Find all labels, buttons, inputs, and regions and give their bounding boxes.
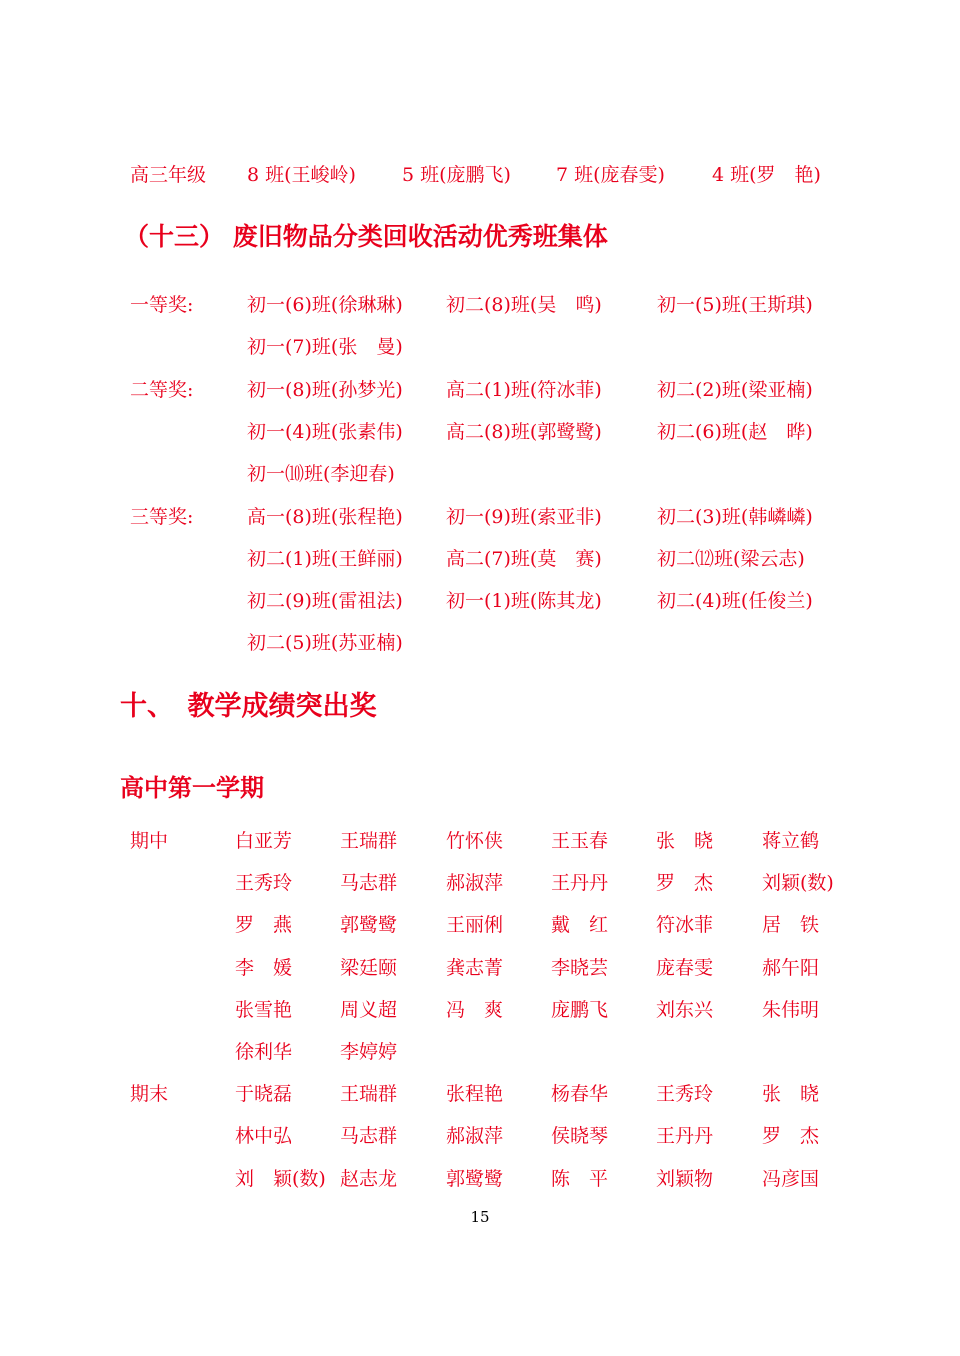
award-class-entry: 初一(4)班(张素伟) — [247, 420, 403, 443]
award-class-entry: 初一(9)班(索亚非) — [446, 505, 602, 528]
award-class-entry: 初二(9)班(雷祖法) — [247, 590, 403, 613]
teacher-name: 符冰菲 — [656, 914, 714, 937]
teacher-name: 张 晓 — [762, 1083, 820, 1106]
teacher-name: 张程艳 — [446, 1083, 504, 1106]
teacher-name: 梁廷颐 — [340, 956, 398, 979]
teacher-name: 蒋立鹤 — [762, 830, 820, 852]
teacher-name: 杨春华 — [551, 1083, 609, 1106]
award-class-entry: 高二(8)班(郭鹭鹭) — [446, 420, 602, 443]
teacher-name: 庞鹏飞 — [551, 998, 609, 1021]
award-class-entry: 初一(7)班(张 曼) — [247, 336, 403, 359]
teacher-name: 朱伟明 — [762, 998, 820, 1021]
award-class-entry: 初一(8)班(孙梦光) — [247, 378, 403, 401]
teacher-name: 冯 爽 — [446, 998, 504, 1021]
teacher-name: 王瑞群 — [340, 1083, 398, 1106]
teacher-name: 冯彦国 — [762, 1167, 820, 1190]
teacher-name: 郭鹭鹭 — [340, 914, 398, 937]
teacher-name: 龚志菁 — [446, 956, 504, 979]
teacher-name: 郝淑萍 — [446, 1125, 504, 1148]
teacher-name: 白亚芳 — [235, 830, 293, 852]
teacher-name: 竹怀侠 — [446, 830, 504, 852]
teacher-name: 刘 颖(数) — [235, 1167, 326, 1190]
class-entry: 7 班(庞春雯) — [556, 164, 665, 186]
teacher-name: 马志群 — [340, 872, 398, 895]
teacher-name: 郝午阳 — [762, 956, 820, 979]
teacher-name: 王丽俐 — [446, 914, 504, 937]
teacher-name: 王丹丹 — [551, 872, 609, 895]
teacher-name: 王秀玲 — [656, 1083, 714, 1106]
teacher-name: 王瑞群 — [340, 830, 398, 852]
teacher-name: 罗 燕 — [235, 914, 293, 937]
award-class-entry: 初二(6)班(赵 晔) — [657, 420, 813, 443]
page-number: 15 — [470, 1208, 490, 1226]
class-entry: 4 班(罗 艳) — [712, 164, 821, 186]
award-class-entry: 初二(4)班(任俊兰) — [657, 590, 813, 613]
teacher-name: 刘东兴 — [656, 998, 714, 1021]
term-heading: 高中第一学期 — [120, 773, 264, 802]
award-class-entry: 初一(5)班(王斯琪) — [657, 294, 813, 316]
section-10-heading: 十、 教学成绩突出奖 — [120, 691, 377, 722]
teacher-name: 王秀玲 — [235, 872, 293, 895]
award-class-entry: 初二(1)班(王鲜丽) — [247, 547, 403, 570]
teacher-name: 徐利华 — [235, 1041, 293, 1063]
teacher-name: 王玉春 — [551, 830, 609, 852]
award-class-entry: 初二⑿班(梁云志) — [657, 547, 805, 570]
award-class-entry: 初二(3)班(韩嶙嶙) — [657, 505, 813, 528]
teacher-name: 李婷婷 — [340, 1041, 398, 1063]
teacher-name: 周义超 — [340, 998, 398, 1021]
award-class-entry: 初二(2)班(梁亚楠) — [657, 378, 813, 401]
teacher-name: 罗 杰 — [656, 872, 714, 895]
teacher-name: 陈 平 — [551, 1167, 609, 1190]
teacher-name: 刘颖(数) — [762, 872, 834, 895]
award-level-label: 一等奖: — [130, 294, 194, 316]
teacher-name: 张雪艳 — [235, 998, 293, 1021]
class-entry: 8 班(王峻岭) — [247, 164, 356, 186]
exam-period-label: 期末 — [130, 1083, 169, 1106]
teacher-name: 郝淑萍 — [446, 872, 504, 895]
award-class-entry: 初一(1)班(陈其龙) — [446, 590, 602, 613]
award-class-entry: 高二(7)班(莫 赛) — [446, 547, 602, 570]
teacher-name: 庞春雯 — [656, 956, 714, 979]
teacher-name: 林中弘 — [235, 1125, 293, 1148]
teacher-name: 王丹丹 — [656, 1125, 714, 1148]
award-class-entry: 初一⑽班(李迎春) — [247, 463, 395, 486]
teacher-name: 赵志龙 — [340, 1167, 398, 1190]
grade-label: 高三年级 — [130, 164, 207, 186]
teacher-name: 于晓磊 — [235, 1083, 293, 1106]
teacher-name: 居 铁 — [762, 914, 820, 937]
teacher-name: 戴 红 — [551, 914, 609, 937]
teacher-name: 马志群 — [340, 1125, 398, 1148]
exam-period-label: 期中 — [130, 830, 169, 852]
teacher-name: 侯晓琴 — [551, 1125, 609, 1148]
teacher-name: 郭鹭鹭 — [446, 1167, 504, 1190]
section-13-heading: （十三） 废旧物品分类回收活动优秀班集体 — [124, 222, 608, 251]
class-entry: 5 班(庞鹏飞) — [402, 164, 511, 186]
award-level-label: 三等奖: — [130, 505, 194, 528]
award-class-entry: 高一(8)班(张程艳) — [247, 505, 403, 528]
teacher-name: 罗 杰 — [762, 1125, 820, 1148]
teacher-name: 张 晓 — [656, 830, 714, 852]
award-class-entry: 初一(6)班(徐琳琳) — [247, 294, 403, 316]
teacher-name: 李晓芸 — [551, 956, 609, 979]
teacher-name: 刘颖物 — [656, 1167, 714, 1190]
award-class-entry: 高二(1)班(符冰菲) — [446, 378, 602, 401]
award-class-entry: 初二(5)班(苏亚楠) — [247, 632, 403, 655]
award-class-entry: 初二(8)班(吴 鸣) — [446, 294, 602, 316]
teacher-name: 李 媛 — [235, 956, 293, 979]
award-level-label: 二等奖: — [130, 378, 194, 401]
